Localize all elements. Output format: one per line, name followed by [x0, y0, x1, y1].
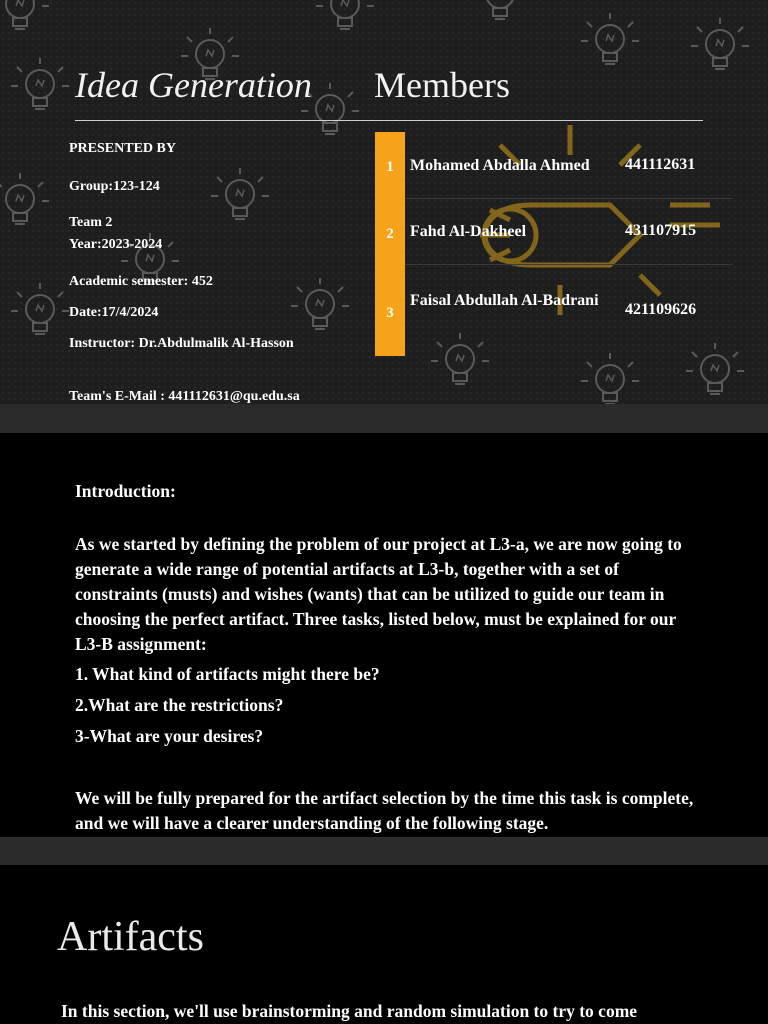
- semester-info: Academic semester: 452: [69, 274, 213, 289]
- instructor-info: Instructor: Dr.Abdulmalik Al-Hasson: [69, 336, 294, 351]
- member-divider: [405, 198, 732, 199]
- presentation-title: Idea Generation: [75, 65, 312, 105]
- title-slide: [0, 0, 768, 405]
- question-1: 1. What kind of artifacts might there be?: [75, 664, 380, 684]
- year-info: Year:2023-2024: [69, 237, 163, 252]
- member-number: 1: [386, 159, 394, 175]
- introduction-heading: Introduction:: [75, 481, 176, 501]
- closing-paragraph: We will be fully prepared for the artifact selection by the time this task is complete, and we will have a clearer understanding of the following stage.: [75, 788, 694, 833]
- date-info: Date:17/4/2024: [69, 305, 159, 320]
- member-id: 431107915: [625, 222, 697, 239]
- slide-separator: [0, 837, 768, 865]
- artifacts-title: Artifacts: [57, 914, 204, 960]
- slide-footer-band: [0, 404, 768, 433]
- member-name: Fahd Al-Dakheel: [410, 223, 527, 240]
- group-info: Group:123-124: [69, 179, 160, 194]
- introduction-paragraph: As we started by defining the problem of our project at L3-a, we are now going to generate a wide range of potential artifacts at L3-b, together with a set of constraints (musts) and wishes (wants) that can be utilized to guide our team in choosing the perfect artifact. Three tasks, listed below, must be explained for our L3-B assignment:: [75, 534, 682, 654]
- team-info: Team 2: [69, 215, 113, 230]
- member-name: Mohamed Abdalla Ahmed: [410, 157, 590, 174]
- artifacts-slide: [0, 865, 768, 1024]
- member-id: 441112631: [625, 156, 696, 173]
- member-name: Faisal Abdullah Al-Badrani: [410, 292, 599, 309]
- member-divider: [405, 264, 732, 265]
- artifacts-body: In this section, we'll use brainstorming and random simulation to try to come: [61, 1001, 638, 1021]
- title-divider: [75, 120, 703, 121]
- question-2: 2.What are the restrictions?: [75, 695, 284, 715]
- members-heading: Members: [374, 65, 510, 105]
- introduction-slide: [0, 433, 768, 837]
- question-3: 3-What are your desires?: [75, 726, 264, 746]
- member-id: 421109626: [625, 301, 697, 318]
- team-email: Team's E-Mail : 441112631@qu.edu.sa: [69, 389, 300, 404]
- member-number: 3: [386, 305, 394, 321]
- presented-by-label: PRESENTED BY: [69, 141, 176, 156]
- member-number: 2: [386, 226, 394, 242]
